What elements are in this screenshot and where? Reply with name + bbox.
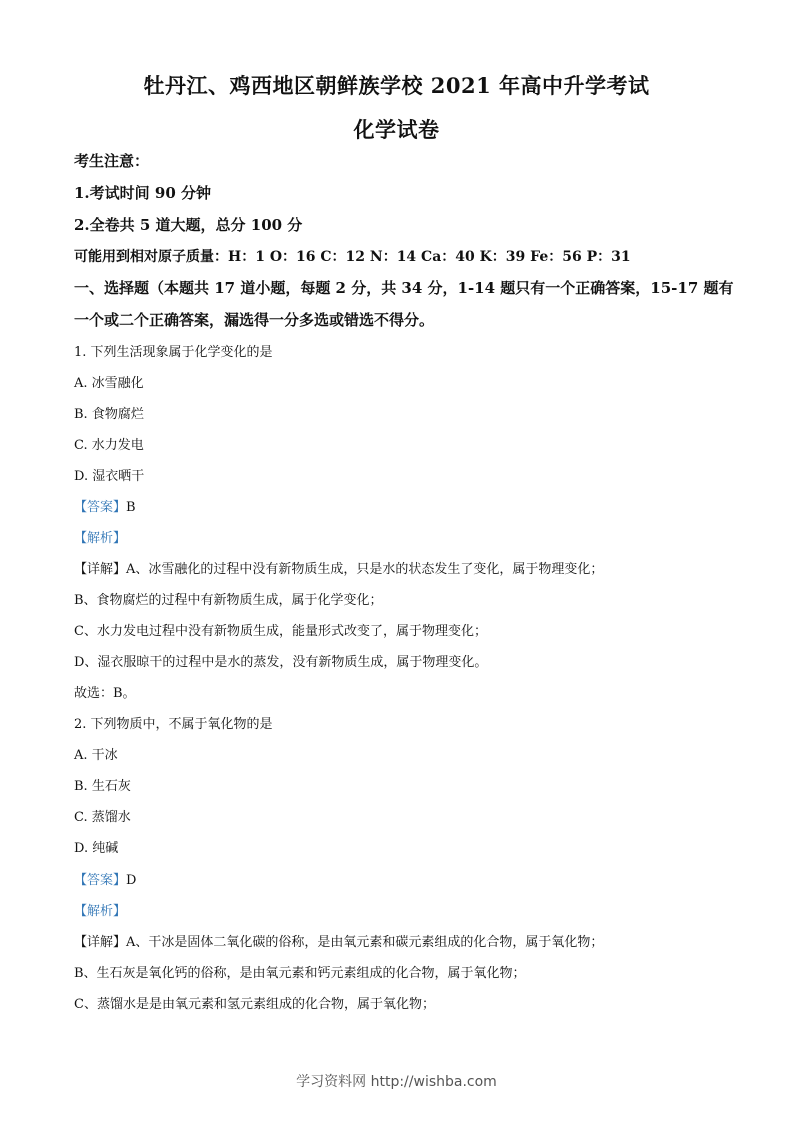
notes-item-score: 2.全卷共 5 道大题，总分 100 分 — [74, 216, 303, 234]
detail-text: A、干冰是固体二氧化碳的俗称，是由氧元素和碳元素组成的化合物，属于氧化物； — [126, 935, 604, 950]
question-2-analysis-tag: 【解析】 — [74, 904, 127, 919]
question-1-answer-line — [74, 496, 136, 515]
question-1-stem: 1. 下列生活现象属于化学变化的是 — [74, 345, 273, 360]
question-1-option-c: C. 水力发电 — [74, 438, 144, 453]
atomic-mass-line: 可能用到相对原子质量：H：1 O：16 C：12 N：14 Ca：40 K：39 Fe：56 P：31 — [74, 249, 631, 265]
question-2-option-b: B. 生石灰 — [74, 779, 131, 794]
detail-tag: 【详解】 — [74, 935, 127, 950]
question-2-answer-line — [74, 869, 136, 888]
question-1-analysis-tag: 【解析】 — [74, 531, 127, 546]
notes-heading: 考生注意： — [74, 152, 150, 170]
question-1-option-a: A. 冰雪融化 — [74, 376, 144, 391]
question-2-detail-line-2: B、生石灰是氧化钙的俗称，是由氧元素和钙元素组成的化合物，属于氧化物； — [74, 966, 526, 981]
answer-tag: 【答案】 — [74, 873, 127, 888]
question-2-detail-line-1 — [74, 931, 603, 950]
detail-text: A、冰雪融化的过程中没有新物质生成，只是水的状态发生了变化，属于物理变化； — [126, 562, 604, 577]
detail-tag: 【详解】 — [74, 562, 127, 577]
section1-heading-line2: 一个或二个正确答案，漏选得一分多选或错选不得分。 — [74, 311, 435, 329]
answer-tag: 【答案】 — [74, 500, 127, 515]
question-1-detail-line-4: D、湿衣服晾干的过程中是水的蒸发，没有新物质生成，属于物理变化。 — [74, 655, 488, 670]
answer-value: D — [126, 873, 137, 888]
section1-heading-line1: 一、选择题（本题共 17 道小题，每题 2 分，共 34 分，1-14 题只有一个正确答案，15-17 题有 — [74, 279, 734, 297]
question-1-option-b: B. 食物腐烂 — [74, 407, 144, 422]
exam-subtitle: 化学试卷 — [353, 117, 440, 142]
question-2-detail-line-3: C、蒸馏水是是由氧元素和氢元素组成的化合物，属于氧化物； — [74, 997, 435, 1012]
question-1-detail-line-3: C、水力发电过程中没有新物质生成，能量形式改变了，属于物理变化； — [74, 624, 487, 639]
question-2-option-a: A. 干冰 — [74, 748, 118, 763]
question-1-detail-line-1 — [74, 558, 603, 577]
question-1-detail-line-2: B、食物腐烂的过程中有新物质生成，属于化学变化； — [74, 593, 383, 608]
footer-watermark: 学习资料网 http://wishba.com — [296, 1074, 497, 1090]
question-1-option-d: D. 湿衣晒干 — [74, 469, 145, 484]
answer-value: B — [126, 500, 136, 515]
exam-title: 牡丹江、鸡西地区朝鲜族学校 2021 年高中升学考试 — [143, 73, 650, 98]
question-2-stem: 2. 下列物质中，不属于氧化物的是 — [74, 717, 273, 732]
notes-item-time: 1.考试时间 90 分钟 — [74, 184, 211, 202]
question-1-conclusion: 故选：B。 — [74, 686, 136, 701]
question-2-option-d: D. 纯碱 — [74, 841, 119, 856]
question-2-option-c: C. 蒸馏水 — [74, 810, 131, 825]
